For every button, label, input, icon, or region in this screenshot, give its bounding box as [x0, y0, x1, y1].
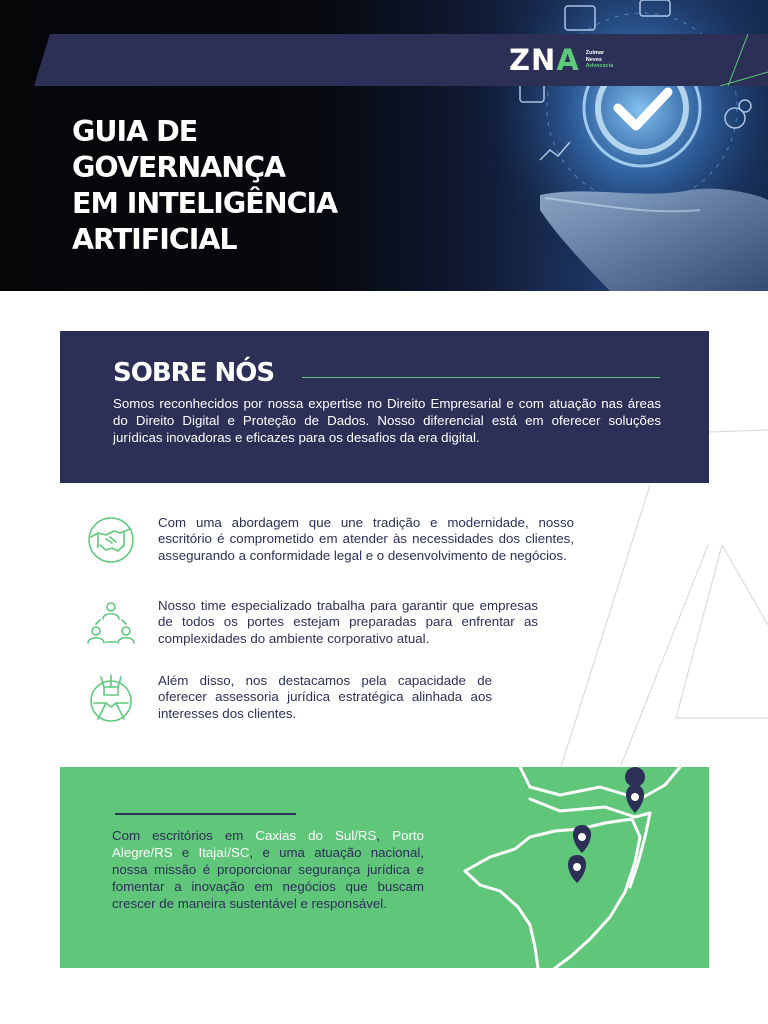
- city-caxias: Caxias do Sul/RS: [255, 828, 377, 843]
- collaboration-icon: [86, 673, 136, 723]
- handshake-icon: [86, 515, 136, 565]
- about-section: [60, 331, 709, 483]
- about-divider: [302, 377, 660, 378]
- feature-text: Com uma abordagem que une tradição e modernidade, nosso escritório é comprometido em atender às necessidades dos clientes, assegurando a conformidade legal e o desenvolvimento de negócios.: [158, 515, 574, 563]
- team-icon: [86, 598, 136, 648]
- about-title: SOBRE NÓS: [113, 358, 275, 388]
- about-text: Somos reconhecidos por nossa expertise no Direito Empresarial e com atuação nas áreas do Direito Digital e Proteção de Dados. Nosso diferencial está em oferecer soluções jurídicas inovadoras e eficazes para os desafios da era digital.: [113, 396, 661, 445]
- brand-logo: [509, 45, 613, 75]
- feature-item: [86, 515, 576, 575]
- city-porto-alegre: Porto Alegre/RS: [112, 828, 424, 860]
- header-band: [34, 34, 768, 86]
- south-brazil-map: [60, 767, 709, 968]
- band-deco: [700, 34, 768, 86]
- page-title: GUIA DE GOVERNANÇA EM INTELIGÊNCIA ARTIFICIAL: [72, 115, 338, 256]
- logo-mark: ZNA: [509, 43, 580, 77]
- offices-section: [60, 767, 709, 968]
- feature-text: Nosso time especializado trabalha para garantir que empresas de todos os portes estejam preparadas para enfrentar as complexidades do ambiente corporativo atual.: [158, 598, 538, 646]
- logo-text: Zulmar Neves Advocacia: [585, 50, 614, 70]
- offices-text: Com escritórios em Caxias do Sul/RS, Porto Alegre/RS e Itajaí/SC, e uma atuação nacional, nossa missão é proporcionar segurança jurídica e fomentar a inovação em negócios que buscam crescer de maneira sustentável e responsável.: [112, 828, 424, 911]
- feature-item: [86, 598, 576, 658]
- city-itajai: Itajaí/SC: [198, 845, 250, 860]
- hero-banner: [0, 0, 768, 291]
- feature-item: [86, 673, 576, 728]
- feature-text: Além disso, nos destacamos pela capacidade de oferecer assessoria jurídica estratégica alinhada aos interesses dos clientes.: [158, 673, 492, 721]
